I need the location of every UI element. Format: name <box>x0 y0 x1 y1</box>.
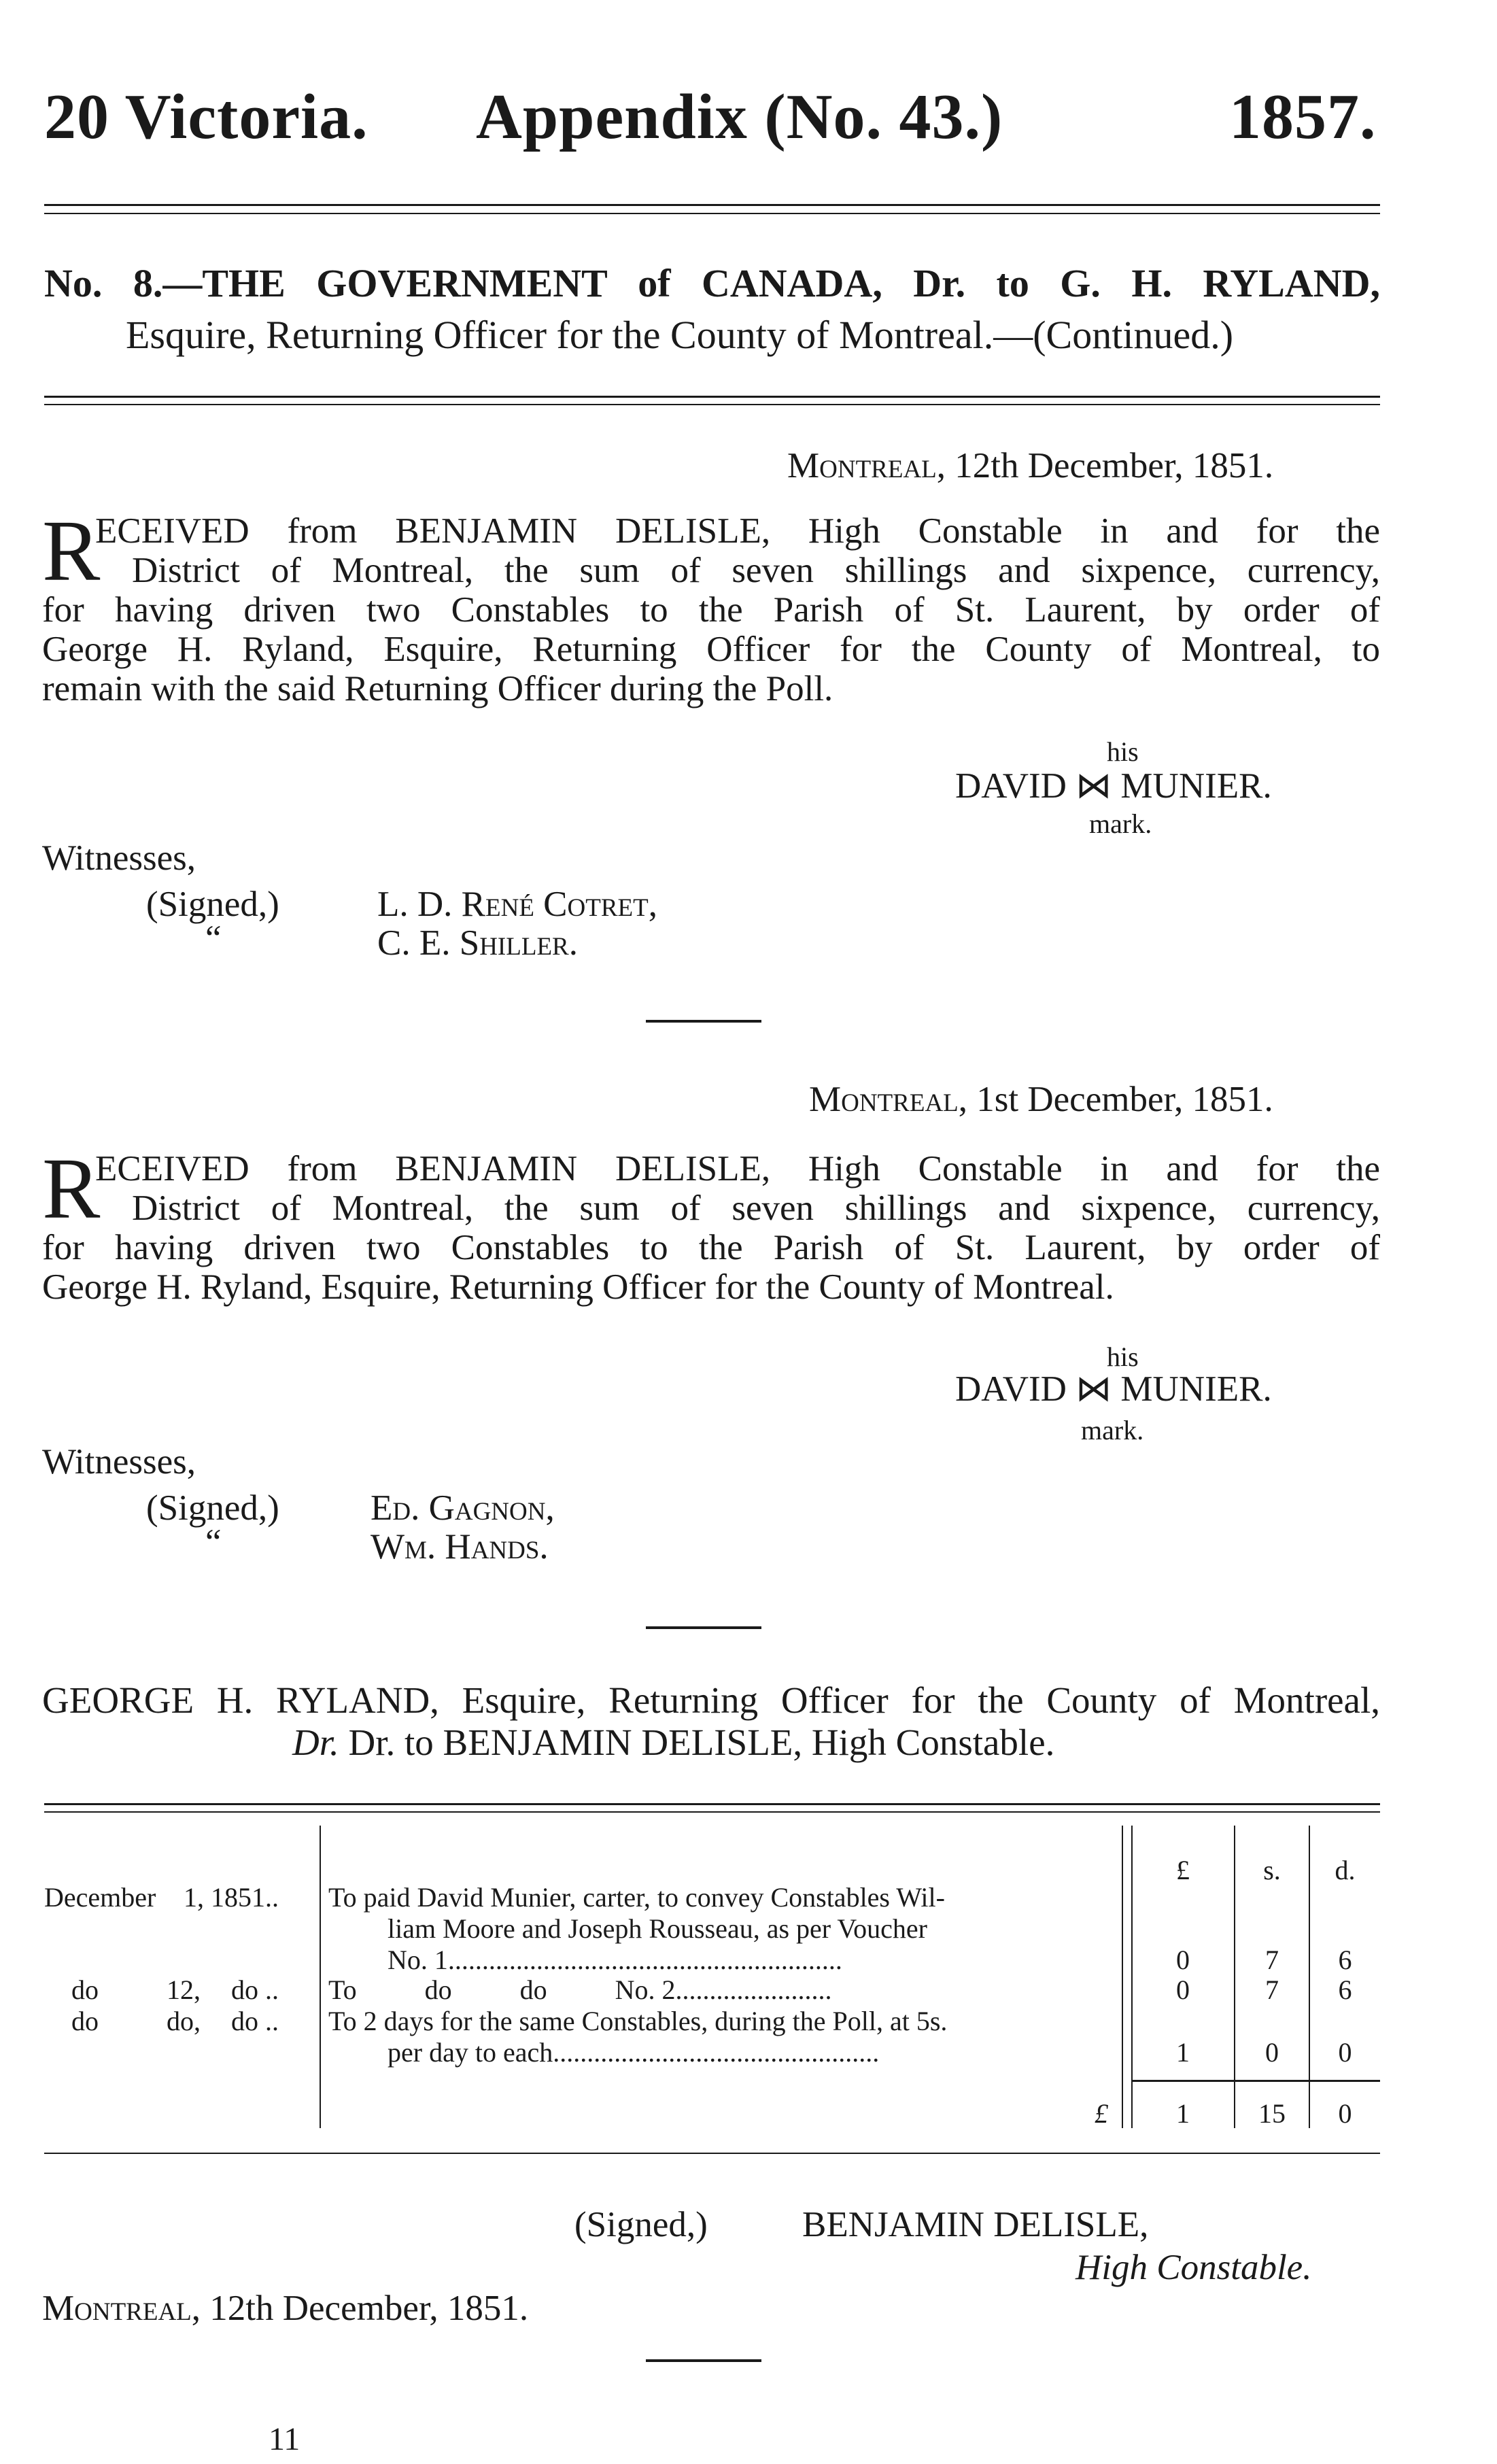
receipt-1-witnesses-label: Witnesses, <box>42 838 196 878</box>
account-heading: GEORGE H. RYLAND, Esquire, Returning Officer for the County of Montreal, <box>42 1679 1380 1721</box>
signature-name: BENJAMIN DELISLE, <box>802 2205 1149 2244</box>
signature-title: High Constable. <box>1076 2248 1312 2287</box>
signature-signed-label: (Signed,) <box>574 2205 708 2244</box>
document-title: No. 8.—THE GOVERNMENT of CANADA, Dr. to G. H. RYLAND, <box>44 261 1380 305</box>
title-rule-bottom <box>44 404 1380 405</box>
ledger-rule-end <box>44 2153 1380 2154</box>
receipt-1-dropcap: R <box>42 502 101 599</box>
account-subheading: Dr. Dr. to BENJAMIN DELISLE, High Constable. <box>292 1722 1055 1763</box>
receipt-1-date: Montreal, 12th December, 1851. <box>787 446 1274 485</box>
receipt-1-witness-2: C. E. Shiller. <box>377 923 578 963</box>
footer-divider <box>646 2359 761 2362</box>
section-divider-1 <box>646 1020 761 1023</box>
ledger-total-rule <box>1132 2080 1380 2082</box>
header-center: Appendix (No. 43.) <box>476 82 1003 152</box>
receipt-2-mark: mark. <box>1081 1415 1144 1445</box>
receipt-1-signed-label: (Signed,) <box>146 885 279 924</box>
ledger-col-rule-desc <box>1122 1826 1123 2128</box>
receipt-1-signer: DAVID ⋈ MUNIER. <box>955 766 1272 806</box>
page-number: 11 <box>269 2421 300 2457</box>
receipt-2-body: R ECEIVED from BENJAMIN DELISLE, High Constable in and for the District of Montreal, the sum of seven shillings and sixpence, currency, for having driven two Constables to the Parish of St. Laurent, by order of George H. Ryland, Esquire, Returning Officer for the County of Montreal. <box>42 1140 1380 1307</box>
header-left: 20 Victoria. <box>44 82 368 152</box>
signature-date: Montreal, 12th December, 1851. <box>42 2289 529 2328</box>
title-rule-top <box>44 396 1380 398</box>
document-subtitle: Esquire, Returning Officer for the County of Montreal.—(Continued.) <box>126 313 1234 357</box>
ledger-col-rule-date <box>320 1826 321 2128</box>
header-year: 1857. <box>1229 82 1377 152</box>
receipt-2-witness-1: Ed. Gagnon, <box>371 1488 555 1528</box>
receipt-1-witness-1: L. D. René Cotret, <box>377 885 657 924</box>
ledger-table: £ s. d. December 1, 1851.. To paid David Munier, carter, to convey Constables Wil- liam Moore and Joseph Rousseau, as per Voucher No. 1.......................................................... 0 7 6 do 12, do .. To do do No. 2....................... 0 7 6 do do, do .. To 2 days for the same Constables, during the Poll, at 5s. per day to each................................................ 1 0 0 £ 1 15 0 <box>44 1805 1380 2138</box>
receipt-1-mark: mark. <box>1089 808 1152 839</box>
receipt-2-signed-label: (Signed,) <box>146 1488 279 1528</box>
receipt-2-his: his <box>1107 1341 1139 1372</box>
receipt-2-signer: DAVID ⋈ MUNIER. <box>955 1369 1272 1409</box>
receipt-2-ditto: “ <box>205 1522 222 1562</box>
header-rule-top <box>44 204 1380 206</box>
receipt-2-dropcap: R <box>42 1140 101 1237</box>
ledger-header-shillings: s. <box>1263 1855 1281 1885</box>
receipt-1-ditto: “ <box>205 919 222 958</box>
receipt-1-his: his <box>1107 736 1139 767</box>
section-divider-2 <box>646 1626 761 1629</box>
receipt-2-date: Montreal, 1st December, 1851. <box>809 1080 1273 1119</box>
header-rule-bottom <box>44 213 1380 214</box>
ledger-header-pounds: £ <box>1176 1855 1190 1885</box>
receipt-1-body: R ECEIVED from BENJAMIN DELISLE, High Constable in and for the District of Montreal, the sum of seven shillings and sixpence, currency, for having driven two Constables to the Parish of St. Laurent, by order of George H. Ryland, Esquire, Returning Officer for the County of Montreal, to remain with the said Returning Officer during the Poll. <box>42 502 1380 708</box>
receipt-2-witnesses-label: Witnesses, <box>42 1442 196 1482</box>
ledger-header-pence: d. <box>1335 1855 1356 1885</box>
receipt-2-witness-2: Wm. Hands. <box>371 1527 549 1567</box>
